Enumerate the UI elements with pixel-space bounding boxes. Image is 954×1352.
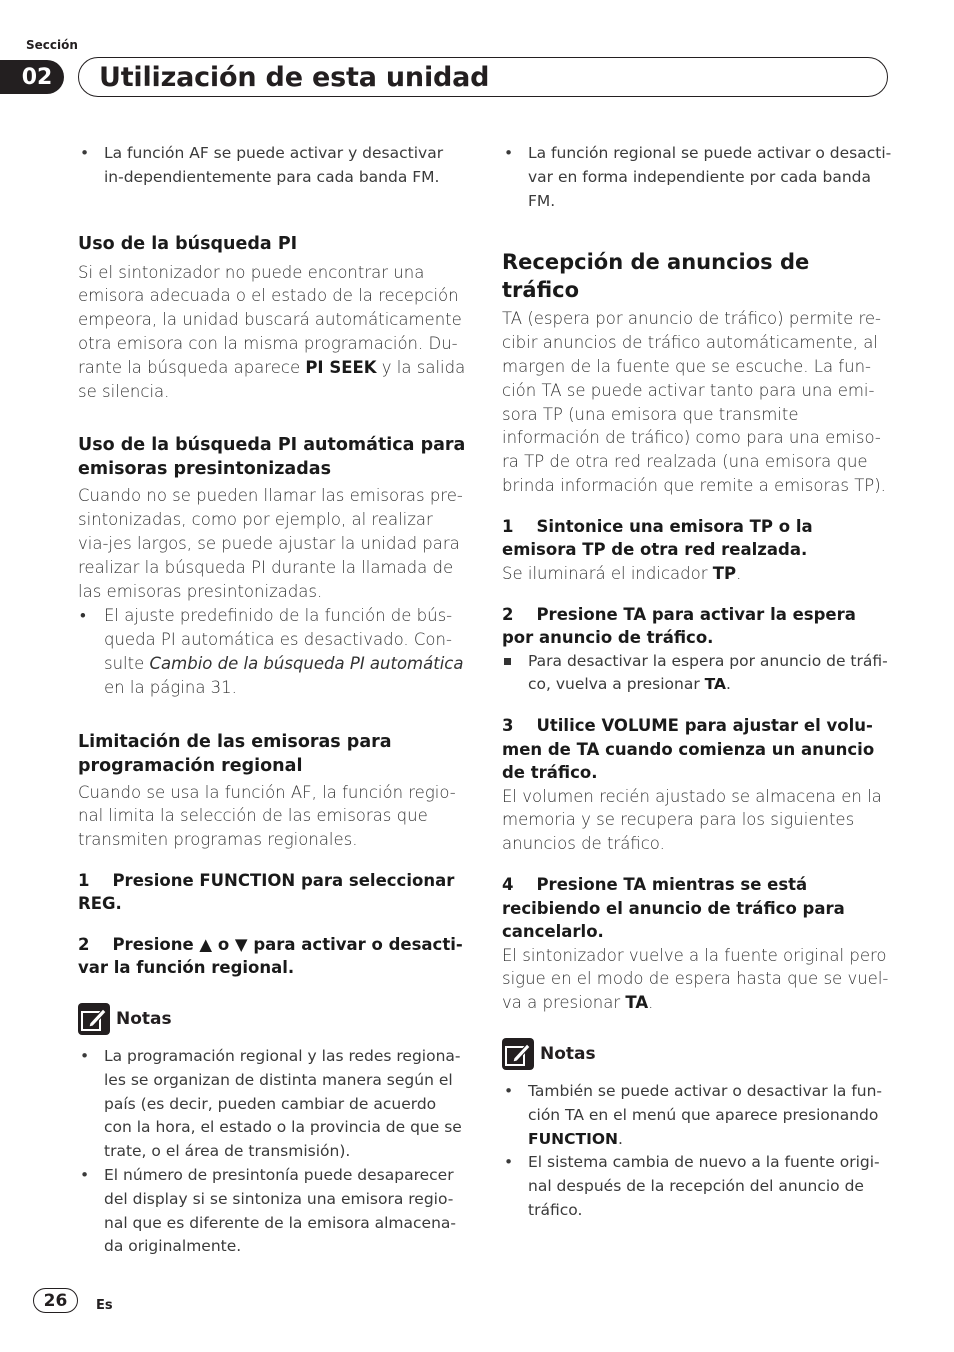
left-step-2: 2 Presione ▲ o ▼ para activar o desacti-var la función regional. — [78, 934, 463, 978]
cross-reference: Cambio de la búsqueda PI automática — [149, 653, 464, 673]
right-step-3-result: El volumen recién ajustado se almacena en la memoria y se recupera para los siguientes anuncios de tráfico. — [502, 786, 882, 854]
auto-pi-body: Cuando no se pueden llamar las emisoras pre-sintonizadas, como por ejemplo, al realizar via-jes largos, se puede ajustar la unidad para realizar la búsqueda PI durante la llamada de las emisoras presintonizadas. — [78, 486, 463, 601]
right-step-3: 3 Utilice VOLUME para ajustar el volu-men de TA cuando comienza un anuncio de tráfico. — [502, 716, 875, 783]
bullet-regional: • La función regional se puede activar o desacti-var en forma independiente por cada banda FM. — [502, 142, 892, 213]
notes-label: Notas — [540, 1043, 596, 1064]
section-number-badge: 02 — [0, 60, 64, 94]
right-step-1: 1 Sintonice una emisora TP o la emisora TP de otra red realzada. — [502, 516, 813, 560]
page-title-box — [78, 57, 888, 97]
right-step-1-result: Se iluminará el indicador TP. — [502, 563, 742, 583]
auto-pi-heading: Uso de la búsqueda PI automática para emisoras presintonizadas — [78, 435, 466, 480]
left-notes-header — [78, 1002, 466, 1036]
pencil-icon — [502, 1038, 534, 1070]
right-note-1: • También se puede activar o desactivar la fun-ción TA en el menú que aparece presionando FUNCTION. — [502, 1080, 892, 1151]
language-code: Es — [96, 1298, 113, 1313]
page-title: Utilización de esta unidad — [99, 61, 490, 93]
right-step-4: 4 Presione TA mientras se está recibiendo el anuncio de tráfico para cancelarlo. — [502, 875, 845, 942]
square-bullet-icon — [504, 658, 511, 665]
pi-seek-label: PI SEEK — [305, 357, 377, 377]
left-note-1: • La programación regional y las redes regiona-les se organizan de distinta manera según el país (es decir, pueden cambiar de acuerdo con la hora, el estado o la provincia de que se trate, o el área de transmisión). — [78, 1045, 466, 1164]
right-step-4-result: El sintonizador vuelve a la fuente original pero sigue en el modo de espera hasta que se vuel-va a presionar TA. — [502, 945, 889, 1013]
notes-label: Notas — [116, 1008, 172, 1029]
ta-body: TA (espera por anuncio de tráfico) permite re-cibir anuncios de tráfico automáticamente, al margen de la fuente que se escuche. La fun-ción TA se puede activar tanto para una emi-sora TP (una emisora que transmite información de tráfico) como para una emiso-ra TP de otra red realzada (una emisora que brinda información que remite a emisoras TP). — [502, 309, 886, 495]
right-note-2: • El sistema cambia de nuevo a la fuente origi-nal después de la recepción del anuncio de tráfico. — [502, 1151, 892, 1222]
ta-heading: Recepción de anuncios de tráfico — [502, 250, 810, 303]
right-step-2: 2 Presione TA para activar la espera por anuncio de tráfico. — [502, 604, 856, 648]
right-column — [502, 142, 892, 1223]
pi-body: Si el sintonizador no puede encontrar una emisora adecuada o el estado de la recepción empeora, la unidad buscará automáticamente otra emisora con la misma programación. Du-rante la búsqueda aparece PI SEEK y la salida se silencia. — [78, 262, 466, 401]
pi-heading: Uso de la búsqueda PI — [78, 233, 298, 254]
bullet-af: • La función AF se puede activar y desactivar in-dependientemente para cada banda FM. — [78, 142, 466, 190]
section-label: Sección — [26, 38, 78, 52]
regional-heading: Limitación de las emisoras para programación regional — [78, 731, 392, 776]
left-note-2: • El número de presintonía puede desaparecer del display si se sintoniza una emisora regio-nal que es diferente de la emisora almacena-da originalmente. — [78, 1164, 466, 1259]
page-number: 26 — [33, 1288, 78, 1313]
left-column — [78, 142, 466, 1259]
pencil-icon — [78, 1003, 110, 1035]
left-step-1: 1 Presione FUNCTION para seleccionar REG. — [78, 870, 455, 914]
right-notes-header — [502, 1037, 892, 1071]
regional-body: Cuando se usa la función AF, la función regio-nal limita la selección de las emisoras que transmiten programas regionales. — [78, 782, 456, 850]
right-step-2-sub: Para desactivar la espera por anuncio de tráfi-co, vuelva a presionar TA. — [502, 650, 892, 698]
auto-pi-bullet: • El ajuste predefinido de la función de bús-queda PI automática es desactivado. Con-sulte Cambio de la búsqueda PI automática en la página 31. — [78, 604, 466, 699]
